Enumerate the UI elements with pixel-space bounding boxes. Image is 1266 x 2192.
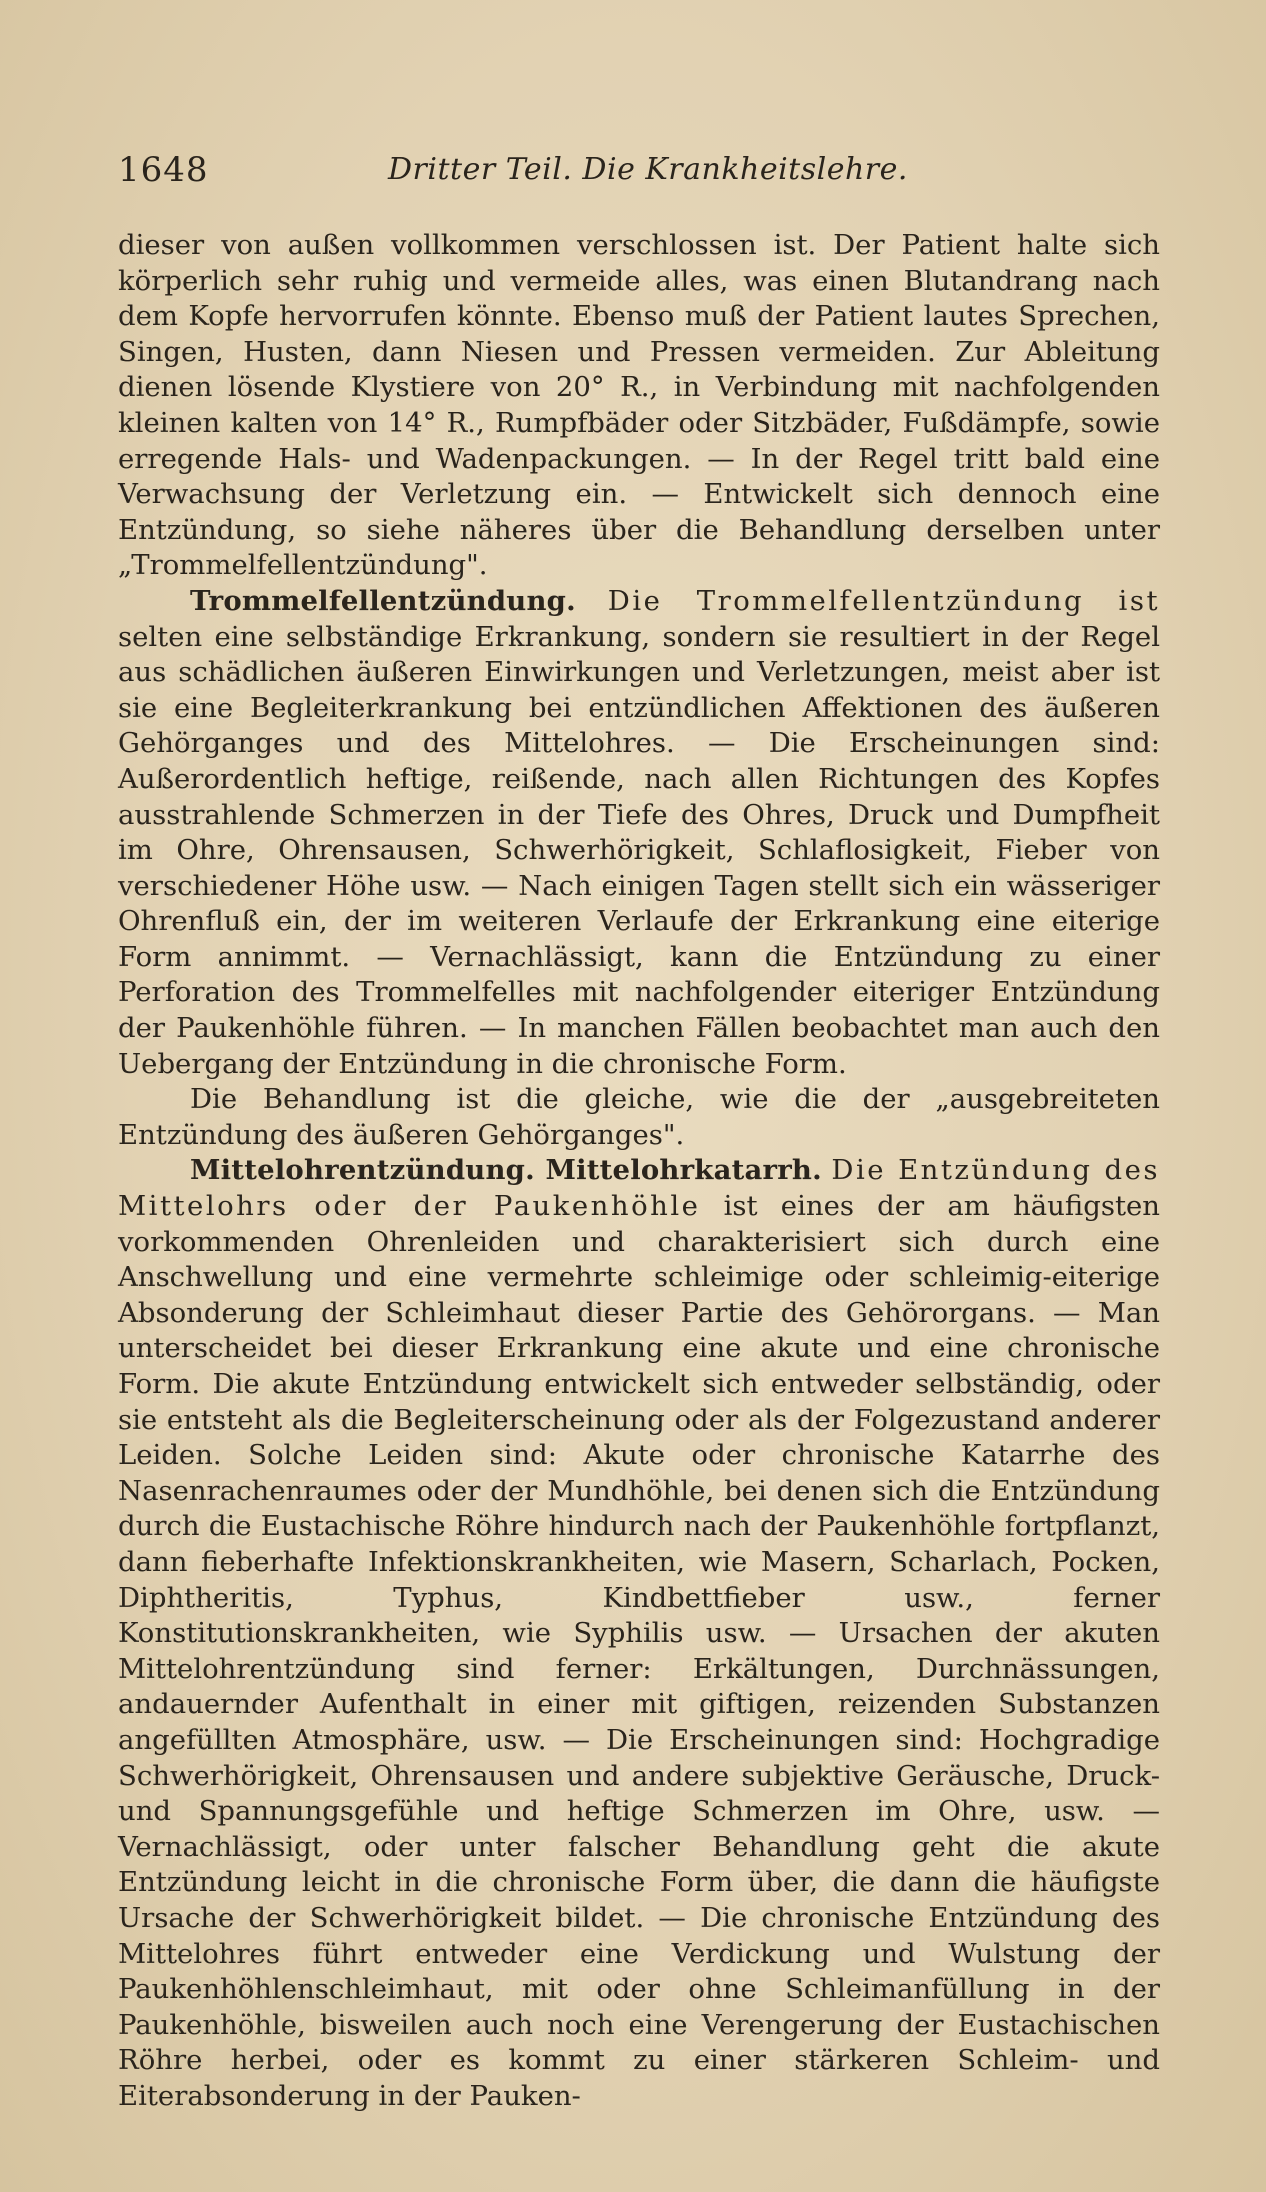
body-text (118, 228, 1160, 2114)
paragraph-behandlung: Die Behandlung ist die gleiche, wie die der „ausgebreiteten Entzündung des äußeren Gehörganges". (118, 1083, 1160, 1151)
section-heading-mittelohrentzuendung: Mittelohrentzündung. Mittelohrkatarrh. (190, 1154, 822, 1187)
section-heading-trommelfellentzuendung: Trommelfellentzündung. (190, 584, 576, 617)
running-head: Dritter Teil. Die Krankheitslehre. (388, 152, 908, 187)
section-body-trommelfellentzuendung: selten eine selbständige Erkrankung, sondern sie resultiert in der Regel aus schädlichen äußeren Einwirkungen und Verletzungen, meist aber ist sie eine Begleiterkrankung bei entzündlichen Affektionen des äußeren Gehörganges und des Mittelohres. — Die Erscheinungen sind: Außerordentlich heftige, reißende, nach allen Richtungen des Kopfes ausstrahlende Schmerzen in der Tiefe des Ohres, Druck und Dumpfheit im Ohre, Ohrensausen, Schwerhörigkeit, Schlaflosigkeit, Fieber von verschiedener Höhe usw. — Nach einigen Tagen stellt sich ein wässeriger Ohrenfluß ein, der im weiteren Verlaufe der Erkrankung eine eiterige Form annimmt. — Vernachlässigt, kann die Entzündung zu einer Perforation des Trommelfelles mit nachfolgender eiteriger Entzündung der Paukenhöhle führen. — In manchen Fällen beobachtet man auch den Uebergang der Entzündung in die chronische Form. (118, 620, 1160, 1080)
section-lead-mittelohrentzuendung: Die Entzündung des Mittelohrs oder der Paukenhöhle (118, 1154, 1160, 1223)
section-body-mittelohrentzuendung: ist eines der am häufigsten vorkommenden Ohrenleiden und charakterisiert sich durch eine Anschwellung und eine vermehrte schleimige oder schleimig-eiterige Absonderung der Schleimhaut dieser Partie des Gehörorgans. — Man unterscheidet bei dieser Erkrankung eine akute und eine chronische Form. Die akute Entzündung entwickelt sich entweder selbständig, oder sie entsteht als die Begleiterscheinung oder als der Folgezustand anderer Leiden. Solche Leiden sind: Akute oder chronische Katarrhe des Nasenrachenraumes oder der Mundhöhle, bei denen sich die Entzündung durch die Eustachische Röhre hindurch nach der Paukenhöhle fortpflanzt, dann fieberhafte Infektionskrankheiten, wie Masern, Scharlach, Pocken, Diphtheritis, Typhus, Kindbettfieber usw., ferner Konstitutionskrankheiten, wie Syphilis usw. — Ursachen der akuten Mittelohrentzündung sind ferner: Erkältungen, Durchnässungen, andauernder Aufenthalt in einer mit giftigen, reizenden Substanzen angefüllten Atmosphäre, usw. — Die Erscheinungen sind: Hochgradige Schwerhörigkeit, Ohrensausen und andere subjektive Geräusche, Druck- und Spannungsgefühle und heftige Schmerzen im Ohre, usw. — Vernachlässigt, oder unter falscher Behandlung geht die akute Entzündung leicht in die chronische Form über, die dann die häufigste Ursache der Schwerhörigkeit bildet. — Die chronische Entzündung des Mittelohres führt entweder eine Verdickung und Wulstung der Paukenhöhlenschleimhaut, mit oder ohne Schleimanfüllung in der Paukenhöhle, bisweilen auch noch eine Verengerung der Eustachischen Röhre herbei, oder es kommt zu einer stärkeren Schleim- und Eiterabsonderung in der Pauken- (118, 1190, 1160, 2112)
paragraph-trommelfellentzuendung (118, 584, 1160, 1082)
page-header (118, 150, 1158, 200)
section-lead-trommelfellentzuendung: Die Trommelfellentzündung ist (607, 584, 1160, 617)
page-number: 1648 (118, 150, 209, 190)
paragraph-mittelohrentzuendung (118, 1153, 1160, 2114)
paragraph-continuation: dieser von außen vollkommen verschlossen ist. Der Patient halte sich körperlich sehr ruhig und vermeide alles, was einen Blutandrang nach dem Kopfe hervorrufen könnte. Ebenso muß der Patient lautes Sprechen, Singen, Husten, dann Niesen und Pressen vermeiden. Zur Ableitung dienen lösende Klystiere von 20° R., in Verbindung mit nachfolgenden kleinen kalten von 14° R., Rumpfbäder oder Sitzbäder, Fußdämpfe, sowie erregende Hals- und Wadenpackungen. — In der Regel tritt bald eine Verwachsung der Verletzung ein. — Entwickelt sich dennoch eine Entzündung, so siehe näheres über die Behandlung derselben unter „Trommelfellentzündung". (118, 229, 1160, 582)
